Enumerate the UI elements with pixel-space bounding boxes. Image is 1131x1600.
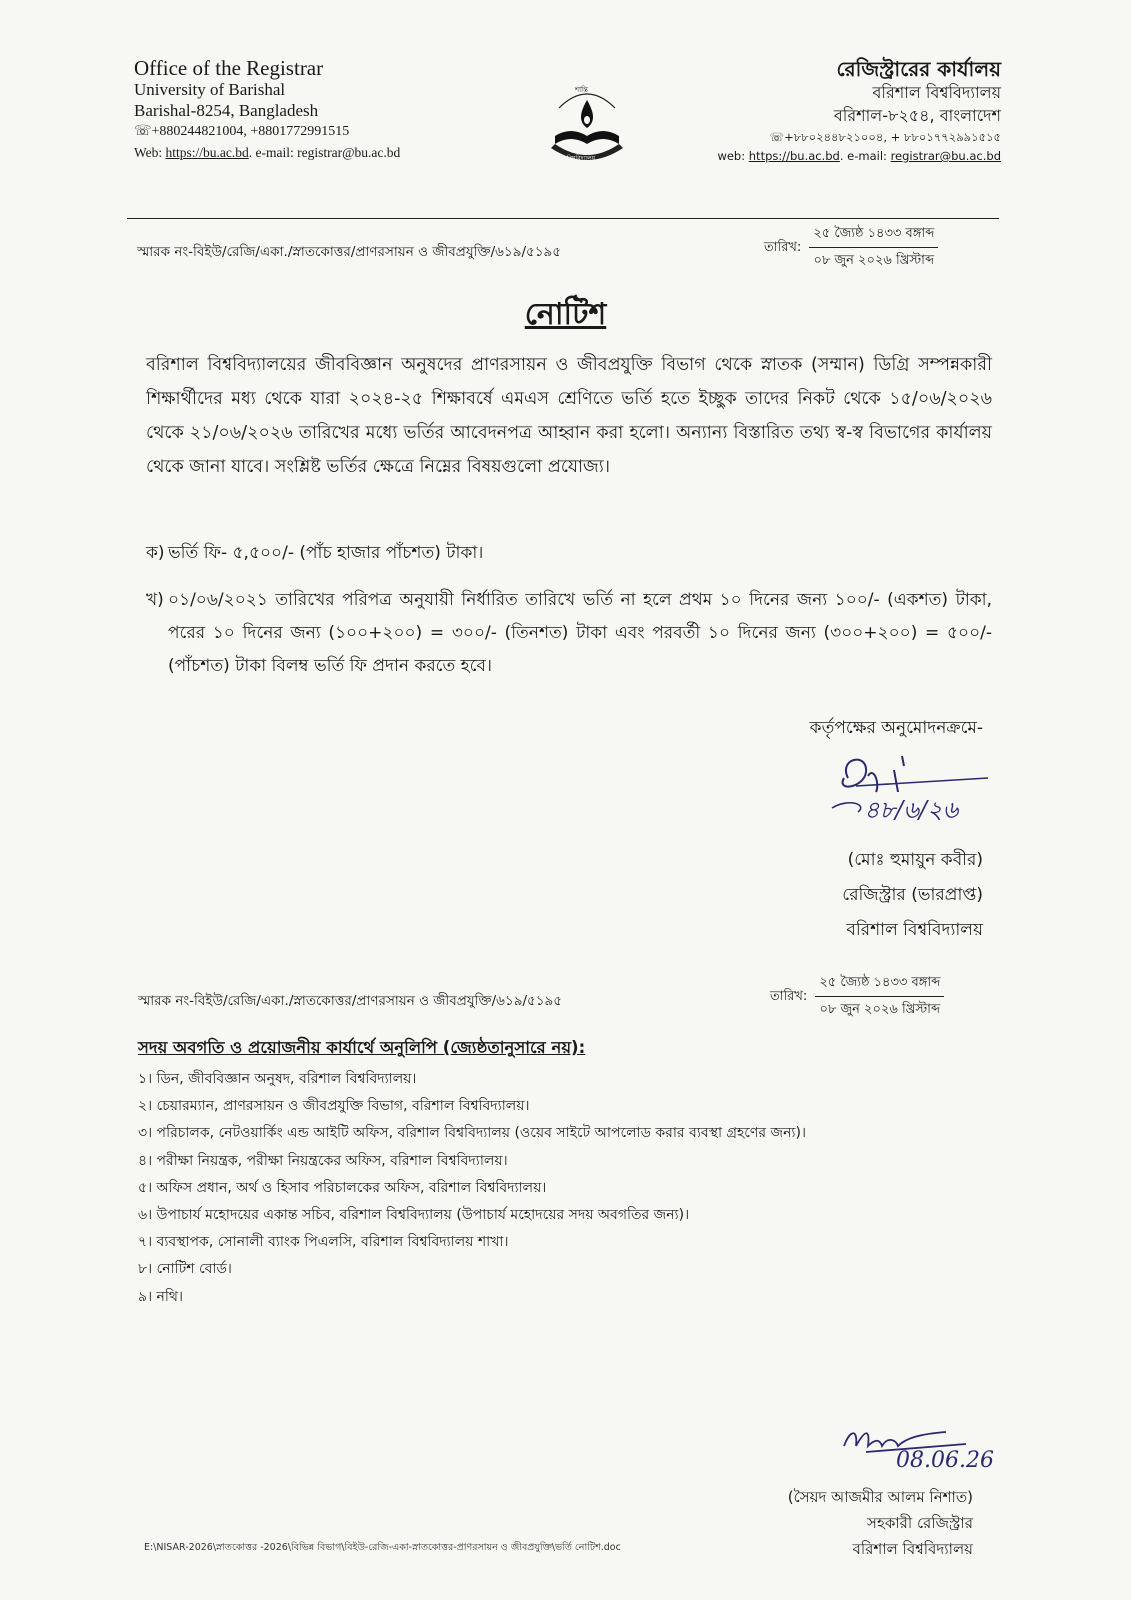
assistant-registrar-block: [788, 1412, 973, 1562]
web-label-en: Web:: [134, 145, 163, 160]
web-label-bn: web:: [717, 149, 746, 163]
registrar-organization: বরিশাল বিশ্ববিদ্যালয়: [846, 920, 983, 940]
list-item: ৪। পরীক্ষা নিয়ন্ত্রক, পরীক্ষা নিয়ন্ত্রকের অফিস, বরিশাল বিশ্ববিদ্যালয়।: [138, 1152, 508, 1169]
email-label-en: . e-mail:: [248, 145, 294, 160]
address-en: Barishal-8254, Bangladesh: [134, 101, 319, 120]
notice-item-fee: [146, 537, 992, 570]
file-path-footer: E:\NISAR-2026\স্নাতকোত্তর -2026\বিভিন্ন বিভাগ\বিইউ-রেজি-একা-স্নাতকোত্তর-প্রাণরসায়ন ও জীবপ্রযুক্তি\ভর্তি নোটিশ.doc: [144, 1542, 621, 1553]
email-bn[interactable]: registrar@bu.ac.bd: [890, 149, 1001, 163]
item-text: ভর্তি ফি- ৫,৫০০/- (পাঁচ হাজার পাঁচশত) টাকা।: [168, 543, 484, 563]
notice-body: বরিশাল বিশ্ববিদ্যালয়ের জীববিজ্ঞান অনুষদের প্রাণরসায়ন ও জীবপ্রযুক্তি বিভাগ থেকে স্নাতক (সম্মান) ডিগ্রি সম্পন্নকারী শিক্ষার্থীদের মধ্য থেকে যারা ২০২৪-২৫ শিক্ষাবর্ষে এমএস শ্রেণিতে ভর্তি হতে ইচ্ছুক তাদের নিকট থেকে ১৫/০৬/২০২৬ থেকে ২১/০৬/২০২৬ তারিখের মধ্যে ভর্তির আবেদনপত্র আহ্বান করা হলো। অন্যান্য বিস্তারিত তথ্য স্ব-স্ব বিভাগের কার্যালয় থেকে জানা যাবে। সংশ্লিষ্ট ভর্তির ক্ষেত্রে নিম্নের বিষয়গুলো প্রযোজ্য।: [146, 355, 992, 477]
header-bangla: [717, 58, 1001, 165]
memo-date: [764, 224, 938, 272]
university-seal-icon: [545, 78, 629, 172]
date-bangla-calendar: ২৫ জ্যৈষ্ঠ ১৪৩৩ বঙ্গাব্দ: [809, 224, 938, 248]
notice-item-late-fee: [146, 584, 992, 683]
memo-number-copy: স্মারক নং-বিইউ/রেজি/একা./স্নাতকোত্তর/প্রাণরসায়ন ও জীবপ্রযুক্তি/৬১৯/৫১৯৫: [138, 993, 563, 1009]
item-text: ০১/০৬/২০২১ তারিখের পরিপত্র অনুযায়ী নির্ধারিত তারিখে ভর্তি না হলে প্রথম ১০ দিনের জন্য ১০০/- (একশত) টাকা, পরের ১০ দিনের জন্য (১০০+২০০) = ৩০০/- (তিনশত) টাকা এবং পরবর্তী ১০ দিনের জন্য (৩০০+২০০) = ৫০০/- (পাঁচশত) টাকা বিলম্ব ভর্তি ফি প্রদান করতে হবে।: [168, 590, 992, 676]
registrar-block: [842, 843, 983, 948]
signature-date: 08.06.26: [896, 1448, 994, 1473]
list-item: ৮। নোটিশ বোর্ড।: [138, 1261, 232, 1278]
phone-en: ☏+880244821004, +8801772991515: [134, 124, 350, 139]
memo-date-copy: [770, 973, 944, 1021]
copy-distribution-list: [138, 1066, 806, 1311]
date-label: তারিখ:: [764, 239, 802, 255]
item-key: ক): [146, 543, 165, 563]
svg-text:শান্তি: শান্তি: [575, 86, 588, 94]
phone-bn: ☏+৮৮০২৪৪৮২১০০৪, + ৮৮০১৭৭২৯৯১৫১৫: [769, 130, 1001, 144]
address-bn: বরিশাল-৮২৫৪, বাংলাদেশ: [833, 106, 1001, 125]
list-item: ৫। অফিস প্রধান, অর্থ ও হিসাব পরিচালকের অফিস, বরিশাল বিশ্ববিদ্যালয়।: [138, 1179, 547, 1196]
date-english-calendar: ০৮ জুন ২০২৬ খ্রিস্টাব্দ: [819, 1002, 941, 1017]
copy-distribution-title: সদয় অবগতি ও প্রয়োজনীয় কার্যার্থে অনুলিপি (জ্যেষ্ঠতানুসারে নয়):: [138, 1038, 586, 1057]
university-name-bn: বরিশাল বিশ্ববিদ্যালয়: [872, 83, 1001, 102]
notice-title: নোটিশ: [524, 297, 607, 332]
web-email-en: [134, 142, 400, 163]
date-fraction: [815, 973, 944, 1021]
university-logo: [545, 78, 629, 172]
svg-text:বিশ্ববিদ্যালয়: বিশ্ববিদ্যালয়: [567, 155, 596, 162]
assistant-registrar-name: (সৈয়দ আজমীর আলম নিশাত): [787, 1488, 973, 1506]
assistant-registrar-designation: সহকারী রেজিস্ট্রার: [867, 1514, 973, 1532]
website-link-bn[interactable]: https://bu.ac.bd: [748, 149, 840, 163]
office-name-bn: রেজিস্ট্রারের কার্যালয়: [836, 57, 1001, 81]
assistant-registrar-organization: বরিশাল বিশ্ববিদ্যালয়: [852, 1540, 973, 1558]
office-name-en: Office of the Registrar: [134, 56, 324, 80]
email-en[interactable]: registrar@bu.ac.bd: [297, 145, 401, 160]
date-bangla-calendar: ২৫ জ্যৈষ্ঠ ১৪৩৩ বঙ্গাব্দ: [815, 973, 944, 997]
authority-line: কর্তৃপক্ষের অনুমোদনক্রমে-: [809, 718, 983, 738]
header-english: [134, 58, 400, 163]
item-key: খ): [146, 590, 164, 610]
registrar-designation: রেজিস্ট্রার (ভারপ্রাপ্ত): [842, 885, 983, 905]
date-fraction: [809, 224, 938, 272]
university-name-en: University of Barishal: [134, 80, 286, 99]
web-email-bn: [717, 147, 1001, 165]
list-item: ৭। ব্যবস্থাপক, সোনালী ব্যাংক পিএলসি, বরিশাল বিশ্ববিদ্যালয় শাখা।: [138, 1234, 509, 1251]
list-item: ১। ডিন, জীববিজ্ঞান অনুষদ, বরিশাল বিশ্ববিদ্যালয়।: [138, 1071, 417, 1087]
email-label-bn: . e-mail:: [839, 149, 887, 163]
website-link-en[interactable]: https://bu.ac.bd: [165, 145, 249, 160]
date-english-calendar: ০৮ জুন ২০২৬ খ্রিস্টাব্দ: [813, 253, 935, 268]
list-item: ৯। নথি।: [138, 1288, 183, 1305]
list-item: ৬। উপাচার্য মহোদয়ের একান্ত সচিব, বরিশাল বিশ্ববিদ্যালয় (উপাচার্য মহোদয়ের সদয় অবগতির জন্য)।: [138, 1207, 690, 1224]
signature-date: ৪৮/৬/২৬: [864, 796, 959, 824]
header-divider: [127, 218, 999, 219]
registrar-name: (মোঃ হুমায়ুন কবীর): [847, 850, 983, 870]
registrar-signature: [828, 748, 1008, 840]
list-item: ২। চেয়ারম্যান, প্রাণরসায়ন ও জীবপ্রযুক্তি বিভাগ, বরিশাল বিশ্ববিদ্যালয়।: [138, 1098, 530, 1115]
date-label: তারিখ:: [770, 988, 808, 1004]
memo-number: স্মারক নং-বিইউ/রেজি/একা./স্নাতকোত্তর/প্রাণরসায়ন ও জীবপ্রযুক্তি/৬১৯/৫১৯৫: [137, 244, 562, 260]
list-item: ৩। পরিচালক, নেটওয়ার্কিং এন্ড আইটি অফিস, বরিশাল বিশ্ববিদ্যালয় (ওয়েব সাইটে আপলোড করার ব্যবস্থা গ্রহণের জন্য)।: [138, 1125, 806, 1142]
